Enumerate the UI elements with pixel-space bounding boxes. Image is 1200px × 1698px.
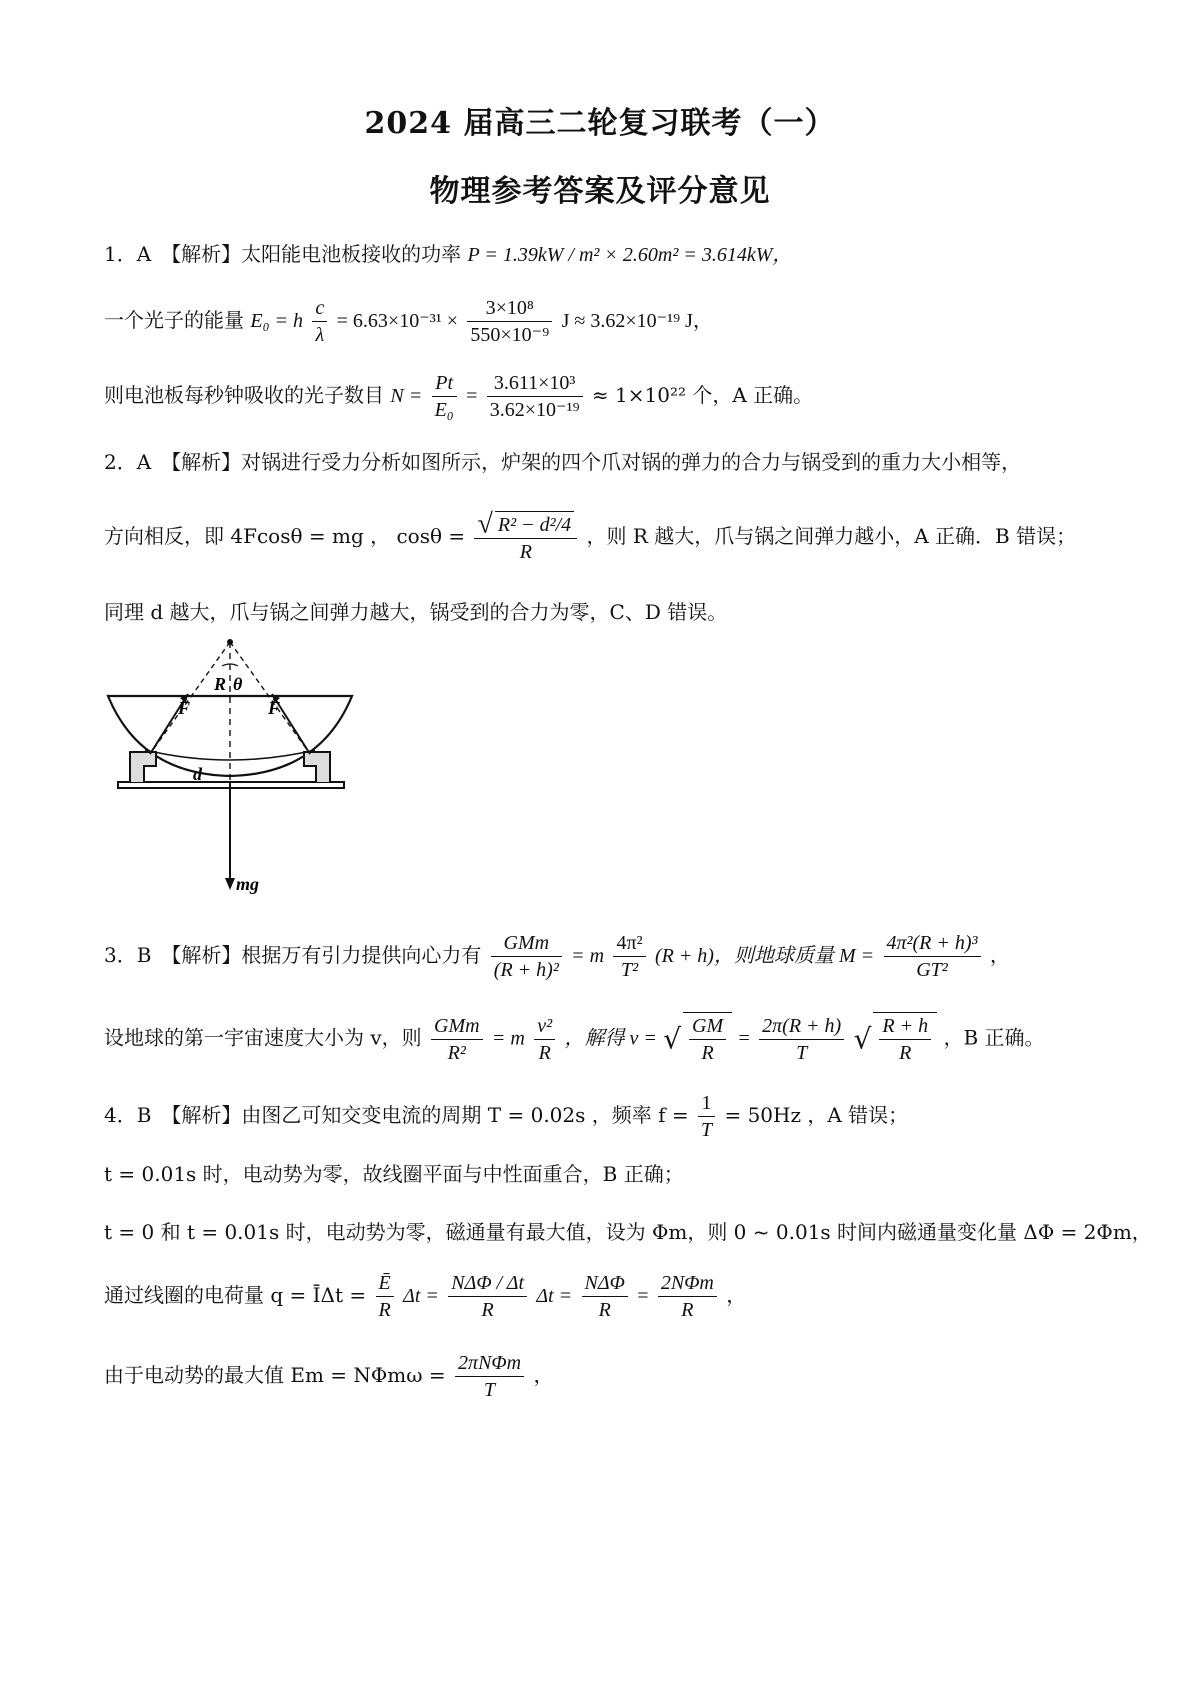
fraction: $\frac{2\pi(R + h)}{T}$	[759, 1013, 844, 1066]
fraction: $\frac{1}{T}$	[698, 1090, 715, 1143]
gravity-arrow	[225, 878, 235, 890]
q2-line-1: 2．A 【解析】对锅进行受力分析如图所示，炉架的四个爪对锅的弹力的合力与锅受到的重力大小相等，	[104, 450, 1022, 474]
fraction: $\frac{\text{2NΦm}}{R}$	[658, 1270, 717, 1323]
fraction: $\frac{\text{NΔΦ}}{R}$	[582, 1270, 628, 1323]
label-R: R	[214, 674, 227, 694]
label-mg: mg	[236, 874, 260, 894]
fraction: $\frac{\text{v²}}{R}$	[534, 1013, 555, 1066]
q2-line-2: 方向相反，即 4Fcosθ = mg ， cosθ = $\frac{\text{√ R² − d²/4}}{R}$ ，则 R 越大，爪与锅之间弹力越小，A 正确．B 错误；	[104, 508, 1077, 563]
fraction: $\frac{\text{2πNΦm}}{T}$	[455, 1350, 524, 1403]
stand-left	[130, 752, 156, 782]
sqrt-fraction: $\frac{\text{√ R² − d²/4}}{R}$	[474, 510, 577, 565]
sqrt-fraction: $\frac{R + h}{R}$	[879, 1013, 931, 1066]
fraction: $\frac{\text{4π²}}{\text{T²}}$	[613, 930, 645, 983]
q4-line-1: 4．B 【解析】由图乙可知交变电流的周期 T = 0.02s ，频率 f = $\frac{1}{T}$ = 50Hz ，A 错误；	[104, 1092, 909, 1141]
sqrt-fraction: $\frac{GM}{R}$	[689, 1013, 726, 1066]
fraction: $\frac{\text{4π²(R + h)³}}{\text{GT²}}$	[884, 930, 981, 983]
q1-line-1: 1．A 【解析】太阳能电池板接收的功率 P = 1.39kW / m² × 2.60m² = 3.614kW，	[104, 242, 793, 266]
fraction: $\frac{\text{NΔΦ / Δt}}{R}$	[448, 1270, 527, 1323]
stand-right	[304, 752, 330, 782]
label-F-right: F	[268, 698, 281, 718]
q4-line-4: 通过线圈的电荷量 q = ĪΔt = $\frac{Ē}{R}$ Δt = $\frac{\text{NΔΦ / Δt}}{R}$ Δt = $\frac{\text{NΔΦ}}{R}$ = $\frac{\text{2NΦm}}{R}$ ，	[104, 1272, 747, 1321]
q3-line-1: 3．B 【解析】根据万有引力提供向心力有 $\frac{\text{GMm}}{\text{(R + h)²}}$ = m $\frac{\text{4π²}}{\text{T²}}$ (R + h)，则地球质量 M = $\frac{\text{4π²(R + h)³}}{\text{GT²}}$ ，	[104, 932, 1010, 981]
fraction: $\frac{Pt}{\text{E₀}}$	[432, 370, 457, 423]
fraction: $\frac{c}{\lambda}$	[312, 295, 327, 348]
label-d: d	[193, 764, 202, 784]
fraction: $\frac{\text{3.611×10³}}{\text{3.62×10⁻¹⁹}}$	[487, 370, 583, 423]
q3-line-2: 设地球的第一宇宙速度大小为 v，则 $\frac{\text{GMm}}{\text{R²}}$ = m $\frac{\text{v²}}{R}$ ，解得 v = √ $\frac{GM}{R}$ = $\frac{2\pi(R + h)}{T}$ √ $\frac{R + h}{R}$ ，B 正确。	[104, 1012, 1045, 1066]
q4-line-2: t = 0.01s 时，电动势为零，故线圈平面与中性面重合，B 正确；	[104, 1162, 684, 1186]
q4-line-3: t = 0 和 t = 0.01s 时，电动势为零，磁通量有最大值，设为 Φm，则 0 ~ 0.01s 时间内磁通量变化量 ΔΦ = 2Φm，	[104, 1220, 1152, 1244]
q1-line-2: 一个光子的能量 E₀ = h $\frac{c}{\lambda}$ = 6.63×10⁻³¹ × $\frac{\text{3×10⁸}}{\text{550×10⁻⁹}}$ J ≈ 3.62×10⁻¹⁹ J，	[104, 297, 713, 346]
pot-force-diagram	[100, 632, 360, 897]
label-theta: θ	[233, 674, 243, 694]
label-F-left: F	[178, 698, 191, 718]
q4-line-5: 由于电动势的最大值 Em = NΦmω = $\frac{\text{2πNΦm}}{T}$ ，	[104, 1352, 554, 1401]
page-title: 2024 届高三二轮复习联考（一）	[364, 106, 836, 141]
q1-line-3: 则电池板每秒钟吸收的光子数目 N = $\frac{Pt}{\text{E₀}}$ = $\frac{\text{3.611×10³}}{\text{3.62×10⁻¹⁹}}$ ≈ 1×10²² 个，A 正确。	[104, 372, 814, 421]
page-subtitle: 物理参考答案及评分意见	[429, 174, 771, 209]
fraction: $\frac{\text{3×10⁸}}{\text{550×10⁻⁹}}$	[467, 295, 552, 348]
fraction: $\frac{\text{GMm}}{\text{R²}}$	[431, 1013, 483, 1066]
q2-line-3: 同理 d 越大，爪与锅之间弹力越大，锅受到的合力为零，C、D 错误。	[104, 600, 728, 624]
fraction: $\frac{Ē}{R}$	[376, 1270, 394, 1323]
fraction: $\frac{\text{GMm}}{\text{(R + h)²}}$	[491, 930, 562, 983]
